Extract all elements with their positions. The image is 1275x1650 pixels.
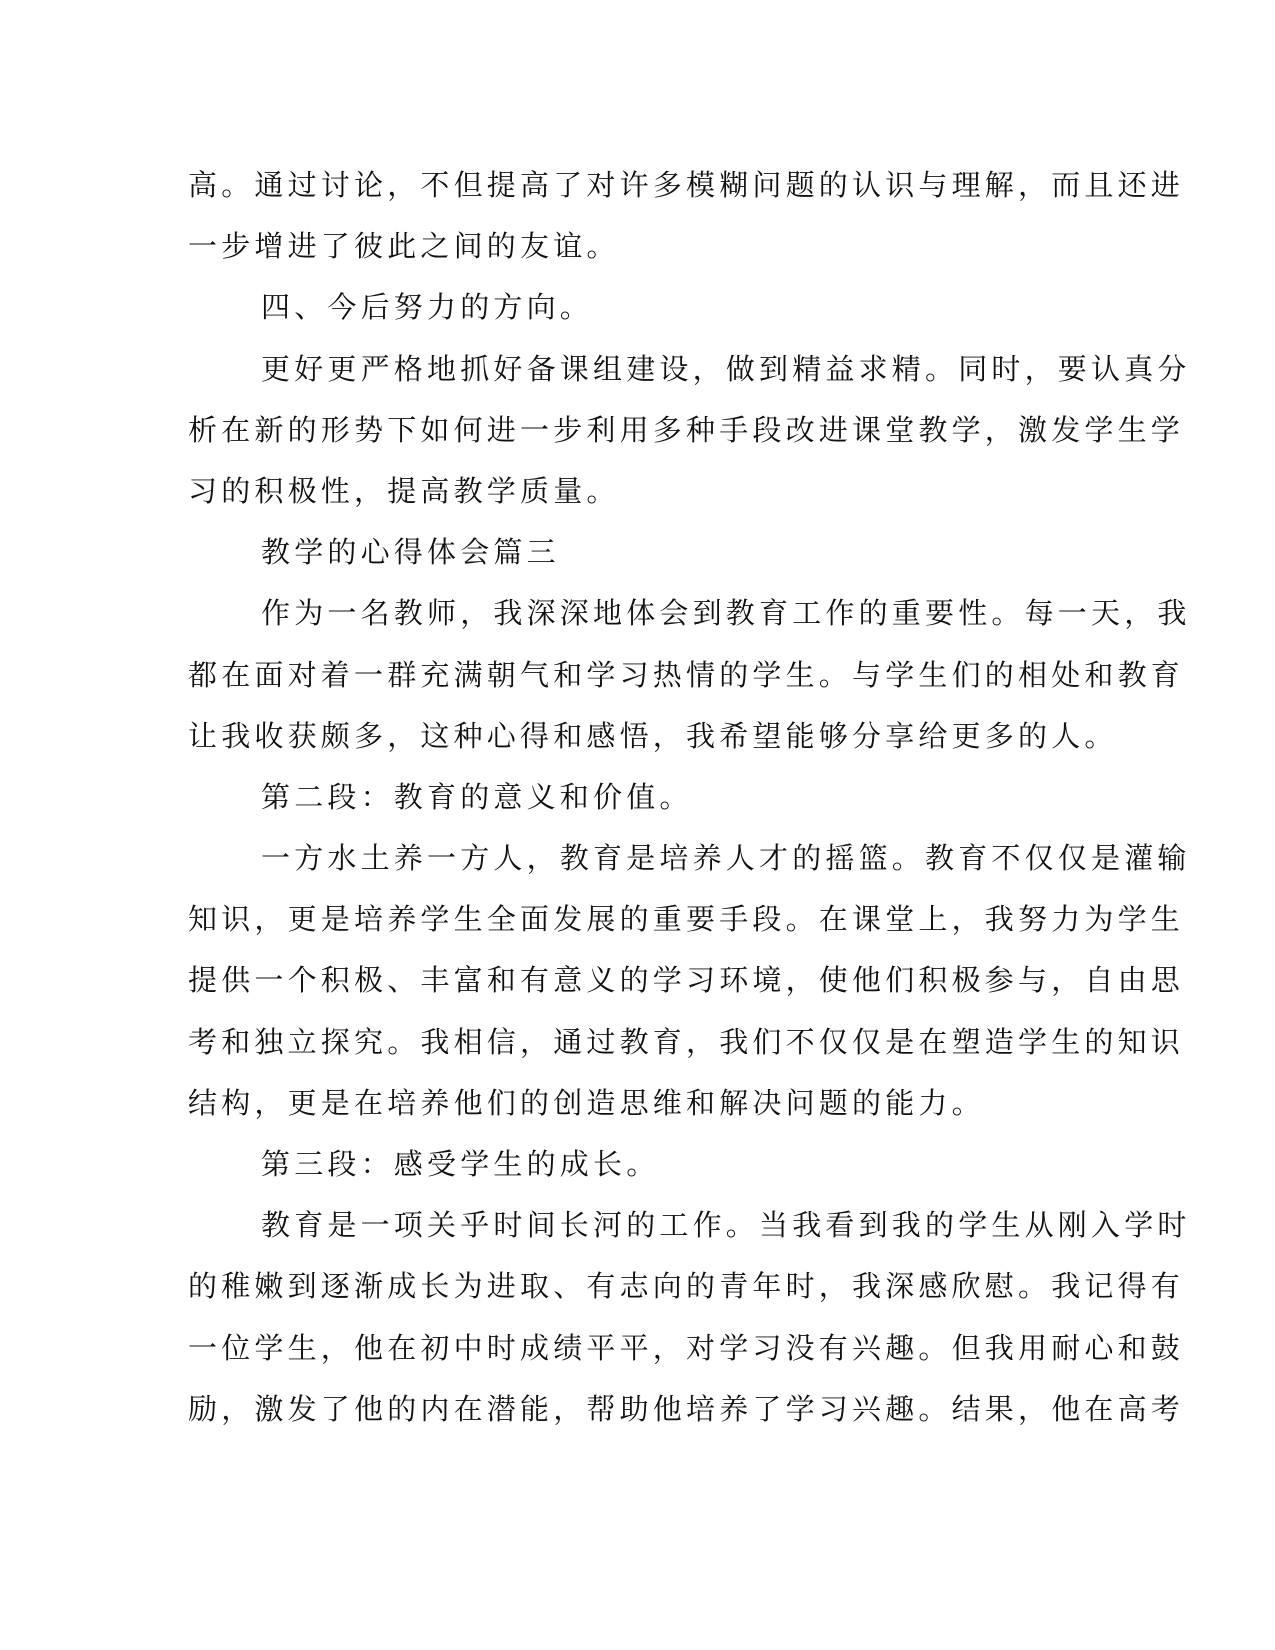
text-line: 高。通过讨论，不但提高了对许多模糊问题的认识与理解，而且还进 [188,168,1185,202]
text-line: 考和独立探究。我相信，通过教育，我们不仅仅是在塑造学生的知识 [188,1024,1185,1059]
text-line: 提供一个积极、丰富和有意义的学习环境，使他们积极参与，自由思 [188,963,1185,998]
text-line: 一步增进了彼此之间的友谊。 [188,229,620,264]
text-line: 都在面对着一群充满朝气和学习热情的学生。与学生们的相处和教育 [188,657,1185,692]
text-line: 励，激发了他的内在潜能，帮助他培养了学习兴趣。结果，他在高考 [188,1391,1185,1426]
text-line: 析在新的形势下如何进一步利用多种手段改进课堂教学，激发学生学 [188,412,1185,447]
text-line: 第三段：感受学生的成长。 [261,1147,660,1181]
text-line: 一方水土养一方人，教育是培养人才的摇篮。教育不仅仅是灌输 [261,841,1191,876]
text-line: 更好更严格地抓好备课组建设，做到精益求精。同时，要认真分 [261,351,1191,386]
text-line: 教育是一项关乎时间长河的工作。当我看到我的学生从刚入学时 [261,1208,1191,1243]
text-line: 结构，更是在培养他们的创造思维和解决问题的能力。 [188,1085,985,1120]
text-line: 作为一名教师，我深深地体会到教育工作的重要性。每一天，我 [261,596,1191,631]
text-line: 第二段：教育的意义和价值。 [261,779,693,814]
text-line: 的稚嫩到逐渐成长为进取、有志向的青年时，我深感欣慰。我记得有 [188,1269,1185,1304]
text-line: 知识，更是培养学生全面发展的重要手段。在课堂上，我努力为学生 [188,902,1185,937]
text-line: 四、今后努力的方向。 [261,290,594,325]
text-line: 一位学生，他在初中时成绩平平，对学习没有兴趣。但我用耐心和鼓 [188,1330,1185,1365]
text-line: 让我收获颇多，这种心得和感悟，我希望能够分享给更多的人。 [188,718,1118,753]
text-line: 教学的心得体会篇三 [261,535,560,570]
text-line: 习的积极性，提高教学质量。 [188,473,620,508]
document-body [188,155,1191,1440]
